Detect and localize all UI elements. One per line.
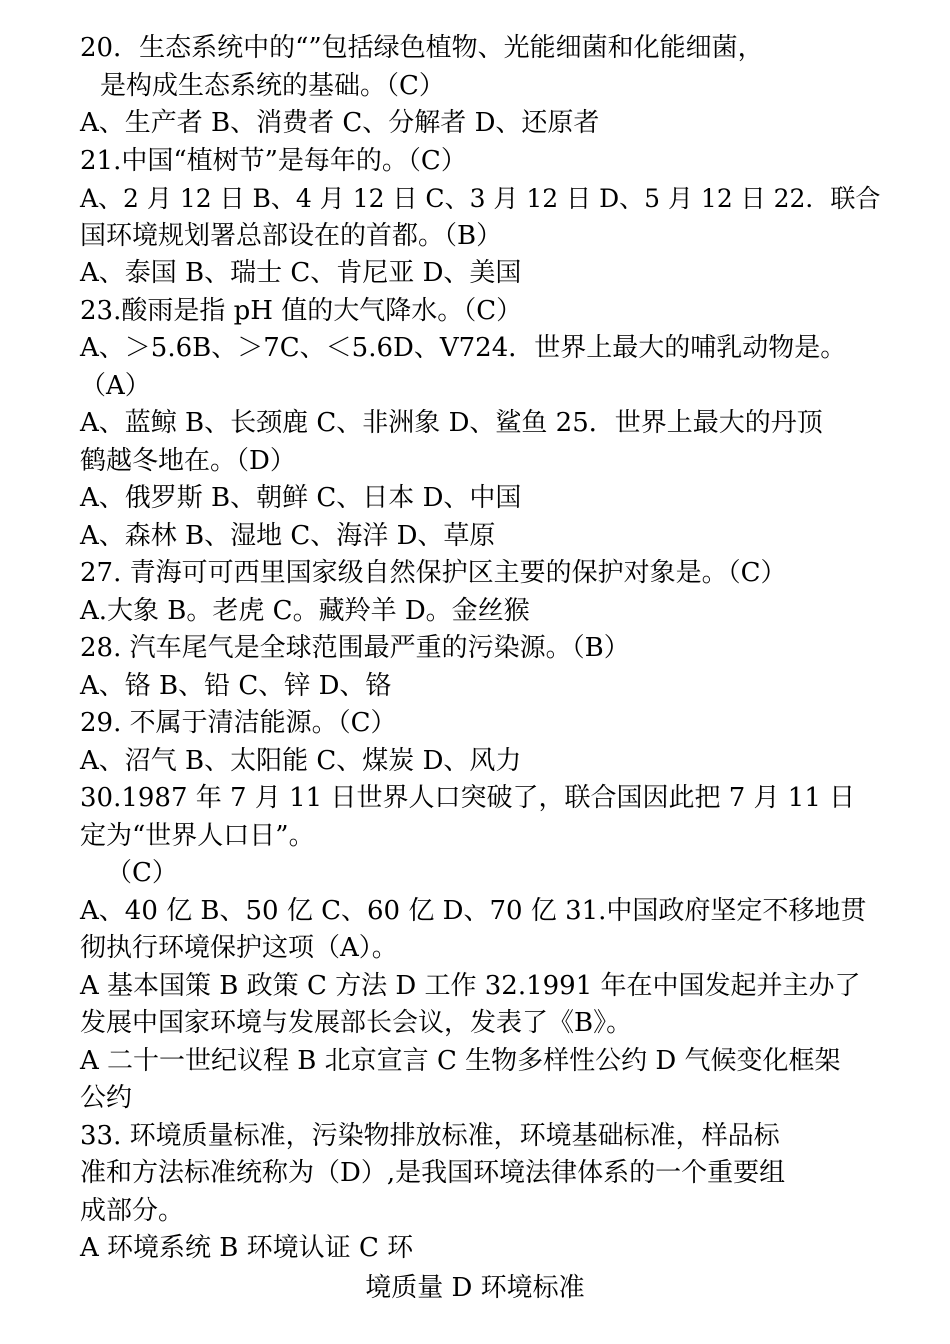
options-q24: A、蓝鲸 B、长颈鹿 C、非洲象 D、鲨鱼 25．世界上最大的丹顶 bbox=[80, 408, 823, 438]
text-line-q28: 28. 汽车尾气是全球范围最严重的污染源。（B） bbox=[80, 633, 630, 663]
options-q25: A、俄罗斯 B、朝鲜 C、日本 D、中国 bbox=[80, 483, 522, 513]
text-line-q27: 27. 青海可可西里国家级自然保护区主要的保护对象是。（C） bbox=[80, 558, 787, 588]
options-q20: A、生产者 B、消费者 C、分解者 D、还原者 bbox=[80, 108, 600, 138]
options-q29: A、沼气 B、太阳能 C、煤炭 D、风力 bbox=[80, 745, 522, 776]
answer-q24: （A） bbox=[80, 370, 151, 401]
text-line-q20: 20．生态系统中的“”包括绿色植物、光能细菌和化能细菌， bbox=[80, 33, 764, 63]
text-line-q20-cont: 是构成生态系统的基础。（C） bbox=[100, 70, 445, 101]
answer-q30: （C） bbox=[106, 858, 178, 888]
text-line-q30: 30.1987 年 7 月 11 日世界人口突破了，联合国因此把 7 月 11 日 bbox=[80, 783, 856, 813]
text-line-q33-cont: 准和方法标准统称为（D）,是我国环境法律体系的一个重要组 bbox=[80, 1158, 786, 1188]
options-q31: A 基本国策 B 政策 C 方法 D 工作 32.1991 年在中国发起并主办了 bbox=[80, 970, 861, 1001]
text-line-q22-cont: 国环境规划署总部设在的首都。（B） bbox=[80, 220, 503, 251]
options-q32: A 二十一世纪议程 B 北京宣言 C 生物多样性公约 D 气候变化框架 bbox=[80, 1045, 841, 1076]
options-q30: A、40 亿 B、50 亿 C、60 亿 D、70 亿 31.中国政府坚定不移地贯 bbox=[80, 895, 867, 926]
text-line-q33: 33. 环境质量标准，污染物排放标准，环境基础标准，样品标 bbox=[80, 1120, 780, 1151]
text-line-q31-cont: 彻执行环境保护这项（A）。 bbox=[80, 933, 398, 963]
options-q32-cont: 公约 bbox=[80, 1083, 133, 1113]
text-line-q25-cont: 鹤越冬地在。（D） bbox=[80, 445, 296, 476]
text-line-q32-cont: 发展中国家环境与发展部长会议，发表了《B》。 bbox=[80, 1008, 633, 1038]
text-line-q33-end: 成部分。 bbox=[80, 1195, 185, 1226]
options-q27: A.大象 B。老虎 C。藏羚羊 D。金丝猴 bbox=[80, 595, 530, 626]
text-line-q21: 21.中国“植树节”是每年的。（C） bbox=[80, 145, 467, 176]
options-q21: A、2 月 12 日 B、4 月 12 日 C、3 月 12 日 D、5 月 12 日 22．联合 bbox=[80, 184, 881, 213]
options-q33-cont: 境质量 D 环境标准 bbox=[365, 1273, 585, 1303]
options-q26: A、森林 B、湿地 C、海洋 D、草原 bbox=[80, 520, 496, 551]
options-q33: A 环境系统 B 环境认证 C 环 bbox=[80, 1233, 414, 1263]
text-line-q29: 29. 不属于清洁能源。（C） bbox=[80, 708, 397, 738]
text-line-q30-cont: 定为“世界人口日”。 bbox=[80, 820, 315, 851]
text-line-q23: 23.酸雨是指 pH 值的大气降水。（C） bbox=[80, 295, 523, 326]
options-q23: A、＞5.6B、＞7C、＜5.6D、V724．世界上最大的哺乳动物是。 bbox=[80, 333, 847, 363]
options-q28: A、铬 B、铅 C、锌 D、铬 bbox=[80, 670, 392, 701]
document-body bbox=[80, 30, 880, 1268]
options-q22: A、泰国 B、瑞士 C、肯尼亚 D、美国 bbox=[80, 258, 522, 288]
